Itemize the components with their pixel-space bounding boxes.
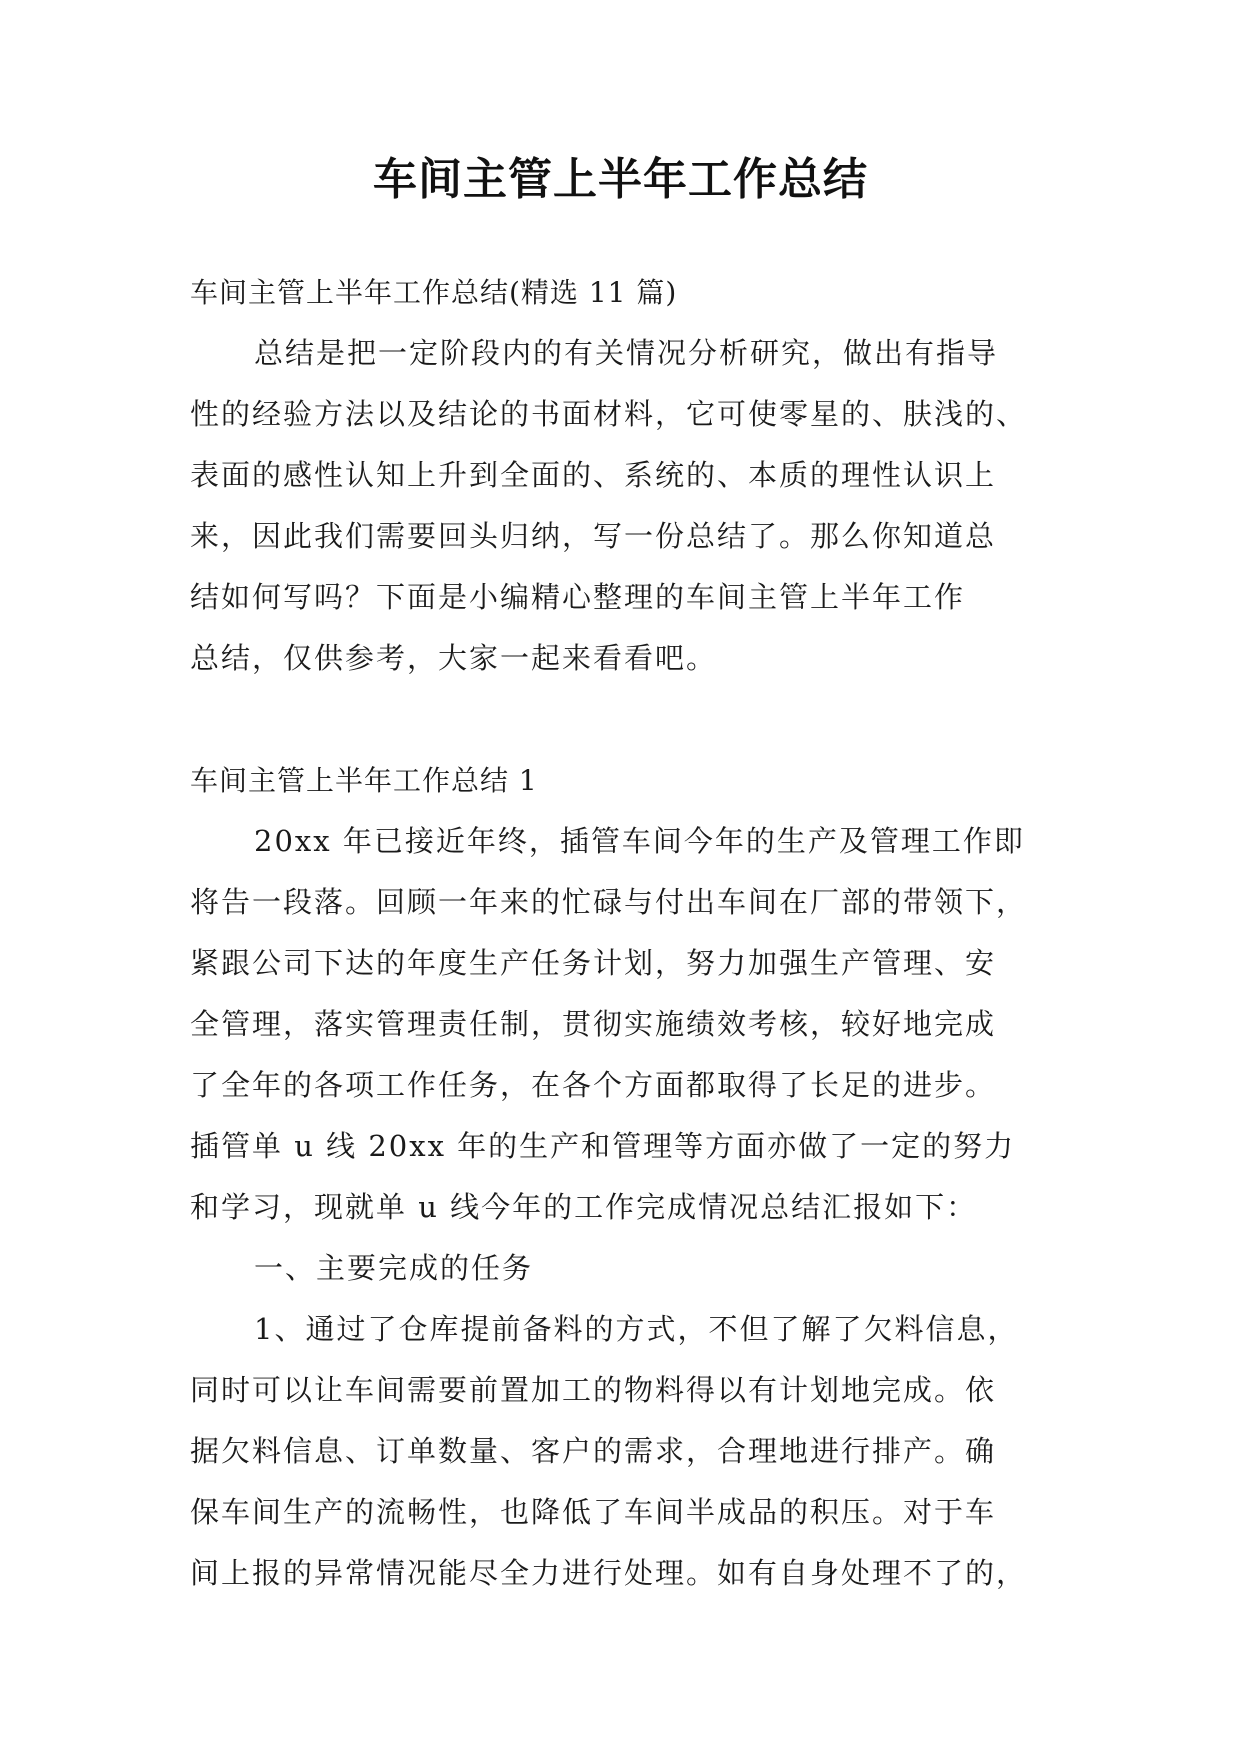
paragraph-gap — [190, 689, 1070, 750]
item-line: 1、通过了仓库提前备料的方式，不但了解了欠料信息， — [254, 1312, 1019, 1346]
section-line: 插管单 u 线 20xx 年的生产和管理等方面亦做了一定的努力 — [190, 1129, 1016, 1163]
intro-line: 表面的感性认知上升到全面的、系统的、本质的理性认识上 — [190, 458, 997, 492]
subheading: 一、主要完成的任务 — [254, 1251, 534, 1285]
section-line: 了全年的各项工作任务，在各个方面都取得了长足的进步。 — [190, 1068, 997, 1102]
section-line: 紧跟公司下达的年度生产任务计划，努力加强生产管理、安 — [190, 946, 997, 980]
intro-line: 来，因此我们需要回头归纳，写一份总结了。那么你知道总 — [190, 519, 997, 553]
section-line: 将告一段落。回顾一年来的忙碌与付出车间在厂部的带领下， — [190, 885, 1028, 919]
item-line: 保车间生产的流畅性，也降低了车间半成品的积压。对于车 — [190, 1495, 997, 1529]
section-line: 20xx 年已接近年终，插管车间今年的生产及管理工作即 — [254, 824, 1025, 858]
item-line: 间上报的异常情况能尽全力进行处理。如有自身处理不了的， — [190, 1556, 1028, 1590]
document-title: 车间主管上半年工作总结 — [373, 154, 868, 205]
intro-line: 结如何写吗？下面是小编精心整理的车间主管上半年工作 — [190, 580, 966, 614]
document-body — [190, 262, 1070, 1604]
item-line: 据欠料信息、订单数量、客户的需求，合理地进行排产。确 — [190, 1434, 997, 1468]
section-line: 和学习，现就单 u 线今年的工作完成情况总结汇报如下： — [190, 1190, 978, 1224]
intro-line: 性的经验方法以及结论的书面材料，它可使零星的、肤浅的、 — [190, 397, 1028, 431]
section-line: 全管理，落实管理责任制，贯彻实施绩效考核，较好地完成 — [190, 1007, 997, 1041]
item-line: 同时可以让车间需要前置加工的物料得以有计划地完成。依 — [190, 1373, 997, 1407]
document-subtitle: 车间主管上半年工作总结(精选 11 篇) — [190, 276, 678, 309]
intro-line: 总结，仅供参考，大家一起来看看吧。 — [190, 641, 718, 675]
intro-line: 总结是把一定阶段内的有关情况分析研究，做出有指导 — [254, 336, 999, 370]
section-heading: 车间主管上半年工作总结 1 — [190, 764, 538, 797]
